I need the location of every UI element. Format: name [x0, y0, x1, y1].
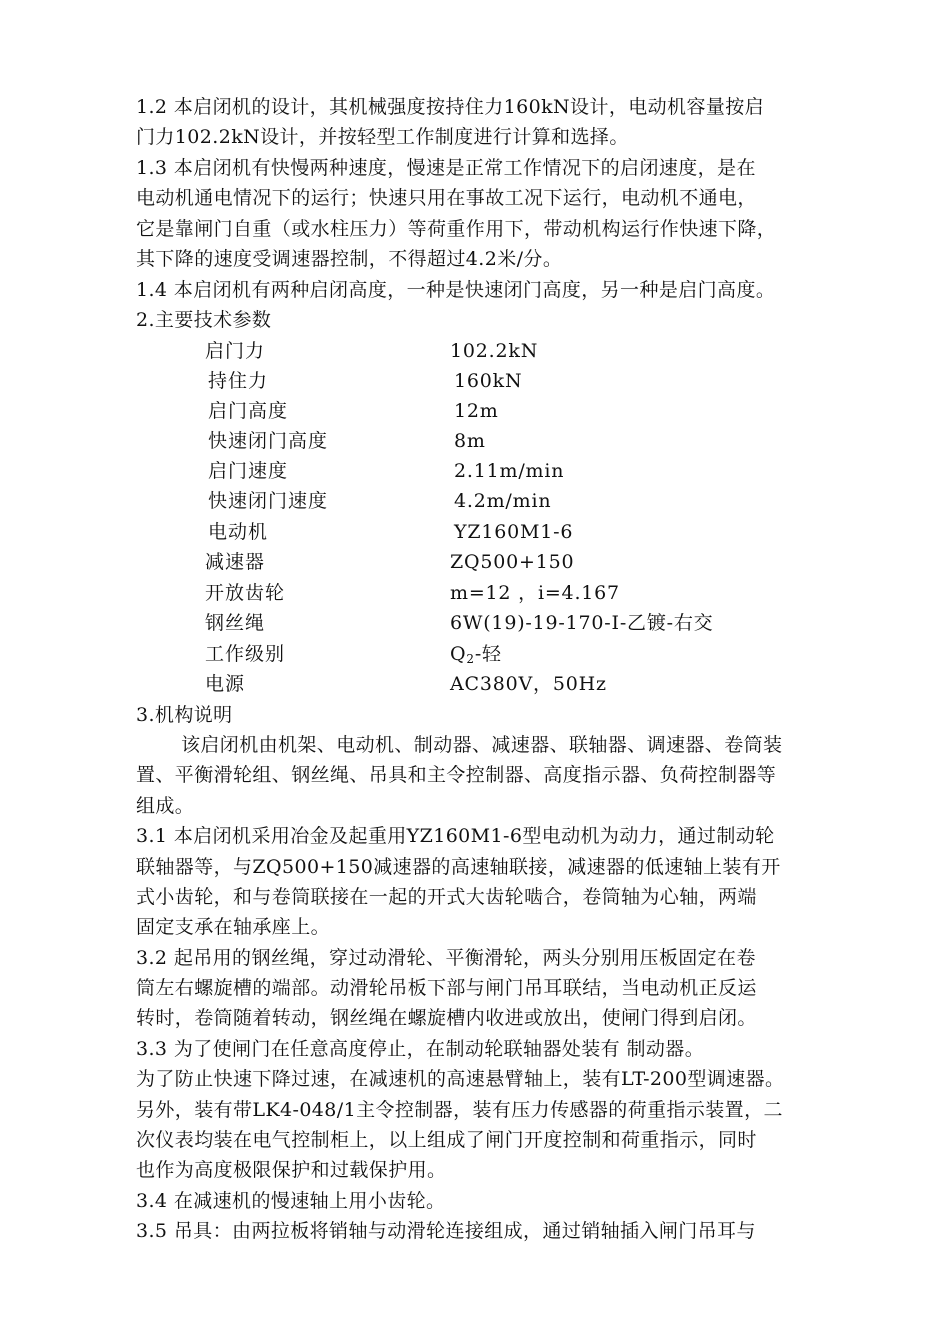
param-name: 工作级别 — [205, 643, 286, 665]
section-heading: 2.主要技术参数 — [136, 309, 272, 331]
text-line: 1.3 本启闭机有快慢两种速度，慢速是正常工作情况下的启闭速度，是在 — [136, 157, 756, 179]
text-line: 它是靠闸门自重（或水柱压力）等荷重作用下，带动机构运行作快速下降， — [136, 218, 777, 240]
text-line: 联轴器等，与ZQ500+150减速器的高速轴联接，减速器的低速轴上装有开 — [136, 856, 781, 878]
text-line: 筒左右螺旋槽的端部。动滑轮吊板下部与闸门吊耳联结，当电动机正反运 — [136, 977, 757, 999]
text-line: 电动机通电情况下的运行；快速只用在事故工况下运行，电动机不通电， — [136, 187, 757, 209]
param-name: 减速器 — [205, 551, 266, 573]
text-line: 3.4 在减速机的慢速轴上用小齿轮。 — [136, 1190, 446, 1212]
param-value: m=12 ，i=4.167 — [450, 582, 620, 604]
text-line: 置、平衡滑轮组、钢丝绳、吊具和主令控制器、高度指示器、负荷控制器等 — [136, 764, 777, 786]
text-line: 为了防止快速下降过速，在减速机的高速悬臂轴上，装有LT-200型调速器。 — [136, 1068, 785, 1090]
text-line: 3.5 吊具：由两拉板将销轴与动滑轮连接组成，通过销轴插入闸门吊耳与 — [136, 1220, 756, 1242]
param-name: 钢丝绳 — [205, 612, 266, 634]
param-name: 电源 — [205, 673, 246, 695]
param-value: 160kN — [454, 370, 523, 392]
text-line: 组成。 — [136, 795, 195, 817]
param-value: YZ160M1-6 — [454, 521, 574, 543]
param-name: 电动机 — [208, 521, 269, 543]
param-name: 启门速度 — [208, 460, 289, 482]
param-name: 快速闭门高度 — [208, 430, 329, 452]
param-value: ZQ500+150 — [450, 551, 575, 573]
param-value-suffix: -轻 — [474, 643, 502, 665]
param-value-prefix: Q — [450, 643, 467, 665]
param-value: 12m — [454, 400, 499, 422]
text-line: 该启闭机由机架、电动机、制动器、减速器、联轴器、调速器、卷筒装 — [181, 734, 783, 756]
text-line: 1.2 本启闭机的设计，其机械强度按持住力160kN设计，电动机容量按启 — [136, 96, 765, 118]
text-line: 固定支承在轴承座上。 — [136, 916, 331, 938]
param-name: 持住力 — [208, 370, 269, 392]
text-line: 门力102.2kN设计，并按轻型工作制度进行计算和选择。 — [136, 126, 629, 148]
text-line: 另外，装有带LK4-048/1主令控制器，装有压力传感器的荷重指示装置，二 — [136, 1099, 783, 1121]
text-line: 3.2 起吊用的钢丝绳，穿过动滑轮、平衡滑轮，两头分别用压板固定在卷 — [136, 947, 756, 969]
param-value: 2.11m/min — [454, 460, 565, 482]
param-name: 启门高度 — [208, 400, 289, 422]
param-value: AC380V，50Hz — [450, 673, 607, 695]
text-line: 1.4 本启闭机有两种启闭高度，一种是快速闭门高度，另一种是启门高度。 — [136, 279, 776, 301]
text-line: 3.1 本启闭机采用冶金及起重用YZ160M1-6型电动机为动力，通过制动轮 — [136, 825, 775, 847]
text-line: 次仪表均装在电气控制柜上，以上组成了闸门开度控制和荷重指示，同时 — [136, 1129, 757, 1151]
param-name: 开放齿轮 — [205, 582, 286, 604]
text-line: 转时，卷筒随着转动，钢丝绳在螺旋槽内收进或放出，使闸门得到启闭。 — [136, 1007, 757, 1029]
text-line: 式小齿轮，和与卷筒联接在一起的开式大齿轮啮合，卷筒轴为心轴，两端 — [136, 886, 757, 908]
param-value: 6W(19)-19-170-I-乙镀-右交 — [450, 612, 714, 634]
text-line: 也作为高度极限保护和过载保护用。 — [136, 1159, 447, 1181]
param-value: 8m — [454, 430, 486, 452]
param-name: 启门力 — [205, 340, 266, 362]
param-value: 102.2kN — [450, 340, 539, 362]
param-value-subscript: 2 — [466, 652, 475, 666]
param-name: 快速闭门速度 — [208, 490, 329, 512]
param-value: 4.2m/min — [454, 490, 552, 512]
text-line: 3.3 为了使闸门在任意高度停止，在制动轮联轴器处装有 制动器。 — [136, 1038, 705, 1060]
section-heading: 3.机构说明 — [136, 704, 233, 726]
text-line: 其下降的速度受调速器控制，不得超过4.2米/分。 — [136, 248, 563, 270]
